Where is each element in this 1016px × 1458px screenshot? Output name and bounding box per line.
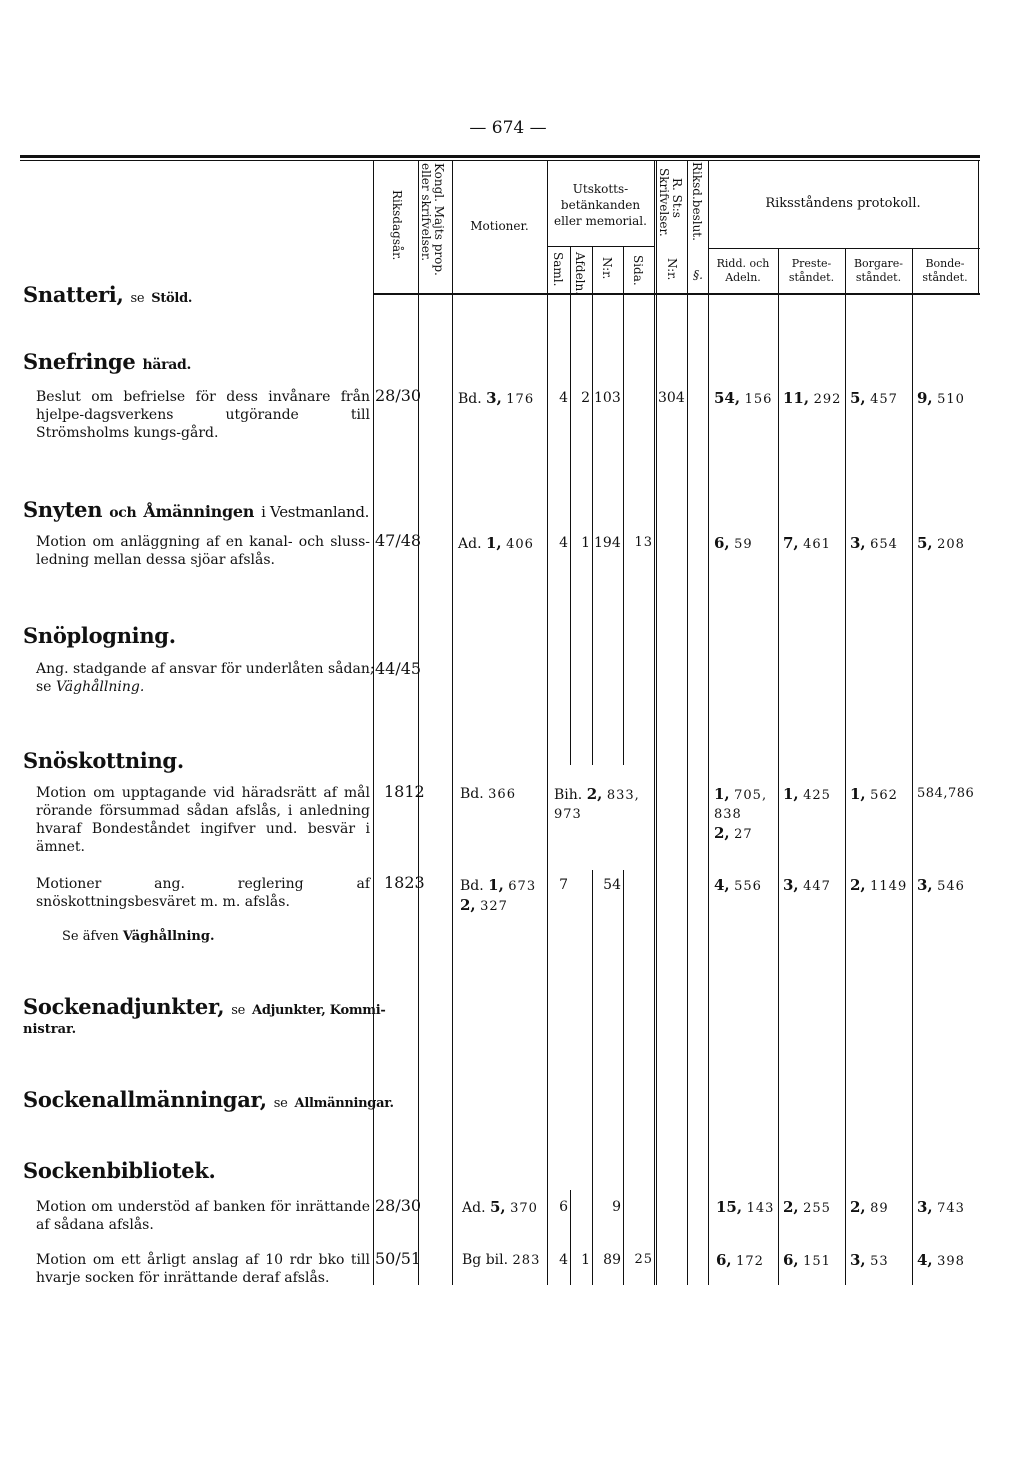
entry-sockenbibliotek: Sockenbibliotek. [23,1158,216,1183]
sockenbibliotek-row2-motion: Bg bil. 283 [462,1252,541,1268]
snoplogning-desc: Ang. stadgande af ansvar för underlåten sådan; se Väghållning. [36,661,375,695]
snefringe-motion: Bd. 3, 176 [458,389,535,407]
snoskottning-row2-nr: 54 [603,877,621,893]
snefringe-saml: 4 [559,390,568,406]
snefringe-suffix: härad. [142,357,192,373]
col-line-9 [687,160,688,1285]
header-utskotts-1: Utskotts- [572,182,629,196]
header-riksdagsar: Riksdagsår. [390,190,404,261]
col-line-2 [418,160,419,1285]
col-line-6b [592,870,593,1285]
sockenbibliotek-row2-saml: 4 [559,1252,568,1268]
col-line-8 [654,160,655,1285]
snefringe-borgare: 5, 457 [850,389,898,407]
header-utskotts-3: eller memorial. [554,214,647,228]
snyten-och: och [109,505,137,521]
snyten-ridd: 6, 59 [714,534,753,552]
header-beslut: Riksd.beslut. [690,162,704,241]
header-para: §. [693,268,703,282]
header-afdeln: Afdeln. [573,252,587,296]
snyten-sida: 13 [634,535,653,550]
snoskottning-row2-preste: 3, 447 [783,876,831,894]
sockenbibliotek-row1-ridd: 15, 143 [716,1198,775,1216]
snoskottning-row2-ridd: 4, 556 [714,876,762,894]
snoskottning-row1-borgare: 1, 562 [850,785,898,803]
header-nr2: N:r. [665,258,679,281]
snoskottning-row1-bonde: 584,786 [917,786,975,801]
snyten-motion: Ad. 1, 406 [458,534,534,552]
snoskottning-row2-saml: 7 [559,877,568,893]
col-line-5 [570,246,571,765]
snatteri-title: Snatteri, [23,282,124,307]
header-saml: Saml. [551,252,565,287]
header-borgare-1: Borgare- [853,257,904,270]
snoskottning-row1-year: 1812 [384,782,425,801]
col-line-13 [912,248,913,1285]
col-line-5b [570,1190,571,1285]
top-rule-thick [20,155,980,158]
entry-snyten [23,497,369,522]
entry-snoskottning: Snöskottning. [23,748,184,773]
header-kongl-2: eller skrifvelser. [419,163,433,262]
header-nr1: N:r. [600,257,614,280]
header-motioner: Motioner. [470,219,529,233]
snoskottning-row2-borgare: 2, 1149 [850,876,908,894]
sockenbibliotek-row2-sida: 25 [634,1252,653,1267]
snefringe-rst: 304 [658,390,685,406]
snefringe-year: 28/30 [375,386,422,405]
col-line-4 [547,160,548,1285]
snyten-suffix: i Vestmanland. [261,503,370,521]
snoskottning-row1-desc: Motion om upptagande vid häradsrätt af mål rörande försummad sådan afslås, i anledning hvaraf Bondeståndet ingifver und. besvär i ämnet. [36,785,370,855]
sockenbibliotek-row2-bonde: 4, 398 [917,1251,965,1269]
col-line-7b [623,870,624,1285]
entry-sockenallmanningar: Sockenallmänningar, se Allmänningar. [23,1087,394,1112]
sockenbibliotek-row2-year: 50/51 [375,1249,422,1268]
header-utskotts-2: betänkanden [560,198,641,212]
snoskottning-row2-bonde: 3, 546 [917,876,965,894]
snefringe-desc: Beslut om befrielse för dess invånare från hjelpe-dagsverkens utgörande till Strömsholms kungs-gård. [36,389,370,441]
header-rst-1: R. St:s [670,178,684,218]
col-line-14 [978,160,979,295]
sockenbibliotek-row1-bonde: 3, 743 [917,1198,965,1216]
header-kongl-1: Kongl. Majts prop. [432,163,446,276]
snefringe-bonde: 9, 510 [917,389,965,407]
snyten-nr: 194 [594,535,621,551]
sockenbibliotek-row1-desc: Motion om understöd af banken för inrättande af sådana afslås. [36,1199,370,1233]
sockenadjunkter-ref2: nistrar. [23,1022,77,1037]
snatteri-se: se [130,291,145,306]
snefringe-ridd: 54, 156 [714,389,773,407]
sockenbibliotek-row1-motion: Ad. 5, 370 [462,1198,538,1216]
header-bonde-2: ståndet. [922,271,968,284]
col-line-12 [845,248,846,1285]
sockenbibliotek-row2-nr: 89 [603,1252,621,1268]
snyten-borgare: 3, 654 [850,534,898,552]
top-rule-thin [20,160,980,161]
header-rst-2: Skrifvelser. [657,168,671,237]
col-line-10 [708,160,709,1285]
header-preste-2: ståndet. [788,271,835,284]
sockenbibliotek-row1-saml: 6 [559,1199,568,1215]
col-line-3 [452,160,453,1285]
sockenbibliotek-row1-preste: 2, 255 [783,1198,831,1216]
snefringe-preste: 11, 292 [783,389,842,407]
snyten-title2: Åmänningen [143,502,255,521]
sockenbibliotek-row2-borgare: 3, 53 [850,1251,889,1269]
col-line-7 [623,246,624,765]
snoskottning-row2-desc: Motioner ang. reglering af snöskottningsbesväret m. m. afslås. [36,876,370,910]
header-bottom-rule [373,293,980,295]
snatteri-ref: Stöld. [151,291,193,306]
sockenbibliotek-row1-nr: 9 [612,1199,621,1215]
header-ridd-2: Adeln. [725,271,761,284]
snoskottning-row1-ridd: 1, 705, 838 2, 27 [714,785,768,842]
snefringe-title: Snefringe [23,349,136,374]
snoskottning-row1-utskott: Bih. 2, 833, 973 [554,785,640,822]
snyten-bonde: 5, 208 [917,534,965,552]
entry-sockenadjunkter: Sockenadjunkter, se Adjunkter, Kommi- [23,994,386,1019]
sockenbibliotek-row1-borgare: 2, 89 [850,1198,889,1216]
col-line-11 [778,248,779,1285]
page-number: — 674 — [469,118,547,138]
snefringe-nr: 103 [594,390,621,406]
snyten-saml: 4 [559,535,568,551]
subheader-rule-utskotts [547,246,654,247]
entry-snefringe [23,349,191,374]
header-protokoll: Riksståndens protokoll. [765,196,921,211]
snyten-title: Snyten [23,497,103,522]
snoskottning-row1-motion: Bd. 366 [460,786,516,802]
snyten-afd: 1 [581,535,590,551]
snyten-preste: 7, 461 [783,534,831,552]
snoskottning-see-also: Se äfven Väghållning. [62,929,215,944]
snyten-year: 47/48 [375,531,422,550]
header-bonde-1: Bonde- [925,257,965,270]
sockenbibliotek-row2-ridd: 6, 172 [716,1251,764,1269]
snoskottning-row1-preste: 1, 425 [783,785,831,803]
col-line-6 [592,246,593,765]
snyten-desc: Motion om anläggning af en kanal- och sluss-ledning mellan dessa sjöar afslås. [36,534,370,568]
header-ridd-1: Ridd. och [716,257,770,270]
snefringe-afd: 2 [581,390,590,406]
snoplogning-year: 44/45 [375,659,422,678]
header-preste-1: Preste- [791,257,832,270]
sockenbibliotek-row2-preste: 6, 151 [783,1251,831,1269]
sockenbibliotek-row2-desc: Motion om ett årligt anslag af 10 rdr bko till hvarje socken för inrättande deraf afslås. [36,1252,370,1286]
header-borgare-2: ståndet. [855,271,902,284]
entry-snoplogning: Snöplogning. [23,623,176,648]
sockenbibliotek-row2-afd: 1 [581,1252,590,1268]
col-line-8b [656,160,657,1285]
col-line-1 [373,160,374,1285]
entry-snatteri [23,282,192,307]
snoskottning-row2-motion: Bd. 1, 673 2, 327 [460,876,537,914]
snoskottning-row2-year: 1823 [384,873,425,892]
subheader-rule-protokoll [708,248,980,249]
sockenbibliotek-row1-year: 28/30 [375,1196,422,1215]
header-sida: Sida. [631,255,645,286]
